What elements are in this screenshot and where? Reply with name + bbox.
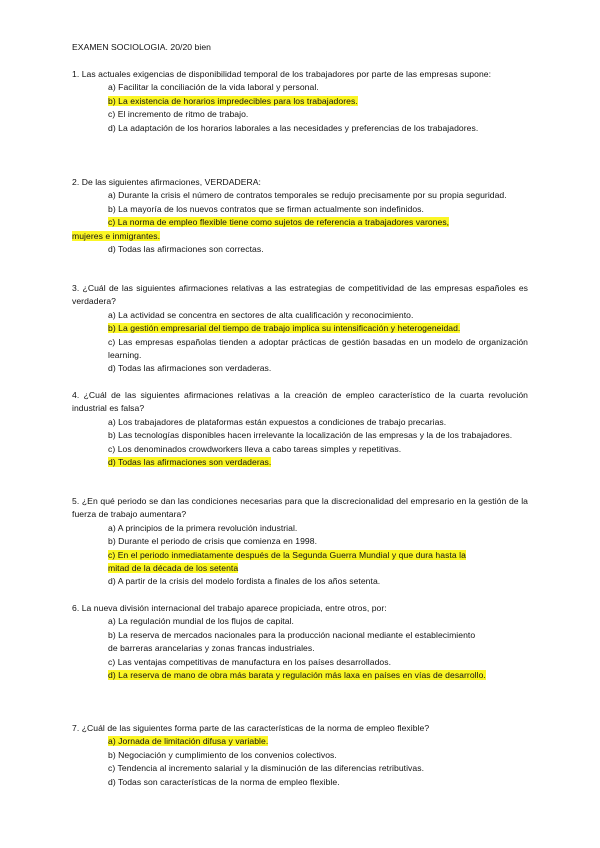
option-c: c) Las empresas españolas tienden a adoptar prácticas de gestión basadas en un modelo de organización learning. — [108, 336, 528, 361]
question-stem: 2. De las siguientes afirmaciones, VERDADERA: — [72, 177, 261, 187]
option-b: b) Durante el periodo de crisis que comienza en 1998. — [108, 536, 318, 547]
option-c: c) Los denominados crowdworkers lleva a cabo tareas simples y repetitivas. — [108, 443, 402, 454]
option-d: d) Todas las afirmaciones son correctas. — [108, 244, 264, 255]
option-d: d) A partir de la crisis del modelo fordista a finales de los años setenta. — [108, 576, 381, 587]
option-b: b) La mayoría de los nuevos contratos que se firman actualmente son indefinidos. — [108, 203, 424, 214]
option-c-highlighted: c) En el periodo inmediatamente después de la Segunda Guerra Mundial y que dura hasta la — [108, 549, 466, 560]
question-1 — [72, 68, 528, 135]
document-title: EXAMEN SOCIOLOGIA. 20/20 bien — [72, 42, 212, 52]
option-a: a) La actividad se concentra en sectores de alta cualificación y reconocimiento. — [108, 309, 414, 320]
option-d: d) Todas las afirmaciones son verdaderas. — [108, 363, 272, 374]
option-b-highlighted: b) La existencia de horarios impredecibles para los trabajadores. — [108, 95, 358, 106]
question-stem: 3. ¿Cuál de las siguientes afirmaciones relativas a las estrategias de competitividad de las empresas españoles es verdadera? — [72, 283, 528, 307]
question-6 — [72, 602, 528, 682]
question-5 — [72, 495, 528, 589]
option-c: c) Tendencia al incremento salarial y la disminución de las diferencias retributivas. — [108, 763, 425, 774]
question-4 — [72, 389, 528, 469]
question-stem: 6. La nueva división internacional del trabajo aparece propiciada, entre otros, por: — [72, 603, 387, 613]
option-a: a) Durante la crisis el número de contratos temporales se redujo precisamente por su propia seguridad. — [108, 190, 507, 201]
option-d-highlighted: d) La reserva de mano de obra más barata y regulación más laxa en países en vías de desarrollo. — [108, 670, 486, 681]
option-a: a) Los trabajadores de plataformas están expuestos a condiciones de trabajo precarias. — [108, 416, 447, 427]
option-c-highlighted: c) La norma de empleo flexible tiene como sujetos de referencia a trabajadores varones, — [108, 217, 450, 228]
question-stem: 5. ¿En qué periodo se dan las condiciones necesarias para que la discrecionalidad del empresario en la gestión de la fuerza de trabajo aumentara? — [72, 496, 528, 520]
option-b-highlighted: b) La gestión empresarial del tiempo de trabajo implica su intensificación y heterogeneidad. — [108, 323, 461, 334]
option-d: d) Todas son características de la norma de empleo flexible. — [108, 776, 340, 787]
option-a: a) Facilitar la conciliación de la vida laboral y personal. — [108, 82, 319, 93]
option-a: a) A principios de la primera revolución industrial. — [108, 522, 298, 533]
question-stem: 4. ¿Cuál de las siguientes afirmaciones relativas a la creación de empleo característico de la cuarta revolución industrial es falsa? — [72, 390, 528, 414]
option-c-highlighted-cont: mitad de la década de los setenta — [108, 563, 239, 574]
question-stem: 1. Las actuales exigencias de disponibilidad temporal de los trabajadores por parte de las empresas supone: — [72, 69, 492, 79]
option-a: a) La regulación mundial de los flujos de capital. — [108, 616, 294, 627]
option-b: b) La reserva de mercados nacionales para la producción nacional mediante el establecimiento — [108, 629, 476, 640]
option-d-highlighted: d) Todas las afirmaciones son verdaderas. — [108, 457, 272, 468]
option-d: d) La adaptación de los horarios laborales a las necesidades y preferencias de los trabajadores. — [108, 122, 479, 133]
option-b: b) Negociación y cumplimiento de los convenios colectivos. — [108, 749, 337, 760]
question-3 — [72, 282, 528, 376]
option-b: b) Las tecnologías disponibles hacen irrelevante la localización de las empresas y la de los trabajadores. — [108, 430, 513, 441]
option-c: c) Las ventajas competitivas de manufactura en los países desarrollados. — [108, 656, 392, 667]
option-c-highlighted-cont: mujeres e inmigrantes. — [72, 230, 161, 241]
option-c: c) El incremento de ritmo de trabajo. — [108, 109, 249, 120]
question-2 — [72, 176, 528, 256]
question-7 — [72, 722, 528, 789]
option-b-cont: de barreras arancelarias y zonas francas industriales. — [108, 643, 315, 654]
option-a-highlighted: a) Jornada de limitación difusa y variable. — [108, 736, 269, 747]
question-stem: 7. ¿Cuál de las siguientes forma parte de las características de la norma de empleo flexible? — [72, 723, 430, 733]
